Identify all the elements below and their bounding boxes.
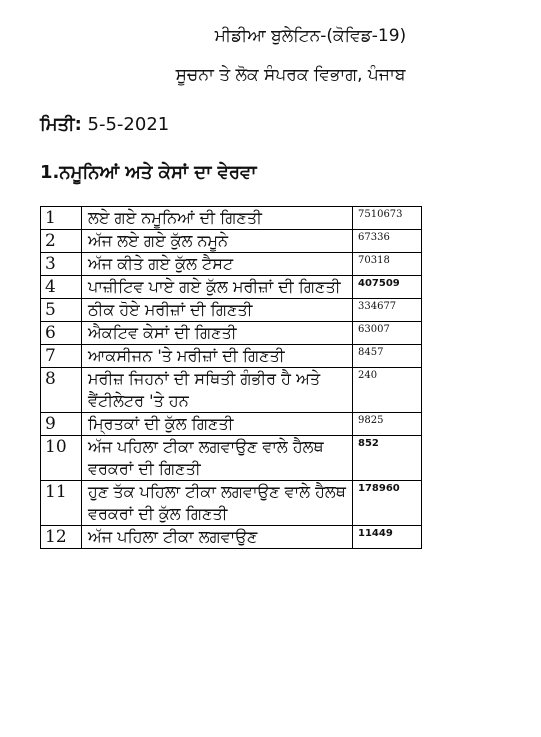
table-row	[41, 299, 422, 322]
row-description: ਅੱਜ ਕੀਤੇ ਗਏ ਕੁੱਲ ਟੈਸਟ	[82, 253, 353, 276]
row-description: ਅੱਜ ਪਹਿਲਾ ਟੀਕਾ ਲਗਵਾਉਣ ਵਾਲੇ ਹੈਲਥ ਵਰਕਰਾਂ ਦੀ ਗਿਣਤੀ	[82, 436, 353, 481]
table-row	[41, 345, 422, 368]
row-number: 1	[41, 207, 82, 230]
row-value: 63007	[353, 322, 422, 345]
row-value: 70318	[353, 253, 422, 276]
row-description: ਠੀਕ ਹੋਏ ਮਰੀਜ਼ਾਂ ਦੀ ਗਿਣਤੀ	[82, 299, 353, 322]
row-description: ਐਕਟਿਵ ਕੇਸਾਂ ਦੀ ਗਿਣਤੀ	[82, 322, 353, 345]
row-value: 8457	[353, 345, 422, 368]
table-row	[41, 481, 422, 526]
row-number: 7	[41, 345, 82, 368]
row-value: 334677	[353, 299, 422, 322]
row-number: 4	[41, 276, 82, 299]
department-subtitle: ਸੂਚਨਾ ਤੇ ਲੋਕ ਸੰਪਰਕ ਵਿਭਾਗ, ਪੰਜਾਬ	[175, 65, 406, 85]
row-value: 240	[353, 368, 422, 413]
table-row	[41, 322, 422, 345]
row-number: 9	[41, 413, 82, 436]
row-number: 6	[41, 322, 82, 345]
row-number: 11	[41, 481, 82, 526]
table-row	[41, 436, 422, 481]
row-description: ਲਏ ਗਏ ਨਮੂਨਿਆਂ ਦੀ ਗਿਣਤੀ	[82, 207, 353, 230]
bulletin-title: ਮੀਡੀਆ ਬੁਲੇਟਿਨ-(ਕੋਵਿਡ-19)	[214, 26, 407, 46]
row-value: 407509	[353, 276, 422, 299]
row-value: 67336	[353, 230, 422, 253]
section-heading: 1.ਨਮੂਨਿਆਂ ਅਤੇ ਕੇਸਾਂ ਦਾ ਵੇਰਵਾ	[40, 162, 257, 183]
row-number: 12	[41, 526, 82, 549]
date-line	[40, 114, 169, 135]
table-row	[41, 526, 422, 549]
row-value: 852	[353, 436, 422, 481]
row-number: 10	[41, 436, 82, 481]
date-label: ਮਿਤੀ:	[40, 114, 82, 135]
date-value: 5-5-2021	[87, 114, 170, 135]
row-value: 178960	[353, 481, 422, 526]
row-description: ਅੱਜ ਲਏ ਗਏ ਕੁੱਲ ਨਮੂਨੇ	[82, 230, 353, 253]
table-row	[41, 276, 422, 299]
row-description: ਮਰੀਜ਼ ਜਿਹਨਾਂ ਦੀ ਸਥਿਤੀ ਗੰਭੀਰ ਹੈ ਅਤੇ ਵੈਂਟੀਲੇਟਰ 'ਤੇ ਹਨ	[82, 368, 353, 413]
row-description: ਪਾਜ਼ੀਟਿਵ ਪਾਏ ਗਏ ਕੁੱਲ ਮਰੀਜ਼ਾਂ ਦੀ ਗਿਣਤੀ	[82, 276, 353, 299]
row-number: 5	[41, 299, 82, 322]
stats-table	[40, 206, 422, 549]
row-value: 9825	[353, 413, 422, 436]
row-description: ਅੱਜ ਪਹਿਲਾ ਟੀਕਾ ਲਗਵਾਉਣ	[82, 526, 353, 549]
table-row	[41, 253, 422, 276]
row-description: ਹੁਣ ਤੱਕ ਪਹਿਲਾ ਟੀਕਾ ਲਗਵਾਉਣ ਵਾਲੇ ਹੈਲਥ ਵਰਕਰਾਂ ਦੀ ਕੁੱਲ ਗਿਣਤੀ	[82, 481, 353, 526]
table-row	[41, 207, 422, 230]
row-number: 8	[41, 368, 82, 413]
row-number: 2	[41, 230, 82, 253]
row-value: 11449	[353, 526, 422, 549]
table-row	[41, 368, 422, 413]
row-description: ਮ੍ਰਿਤਕਾਂ ਦੀ ਕੁੱਲ ਗਿਣਤੀ	[82, 413, 353, 436]
table-row	[41, 413, 422, 436]
row-description: ਆਕਸੀਜਨ 'ਤੇ ਮਰੀਜ਼ਾਂ ਦੀ ਗਿਣਤੀ	[82, 345, 353, 368]
table-row	[41, 230, 422, 253]
row-value: 7510673	[353, 207, 422, 230]
row-number: 3	[41, 253, 82, 276]
